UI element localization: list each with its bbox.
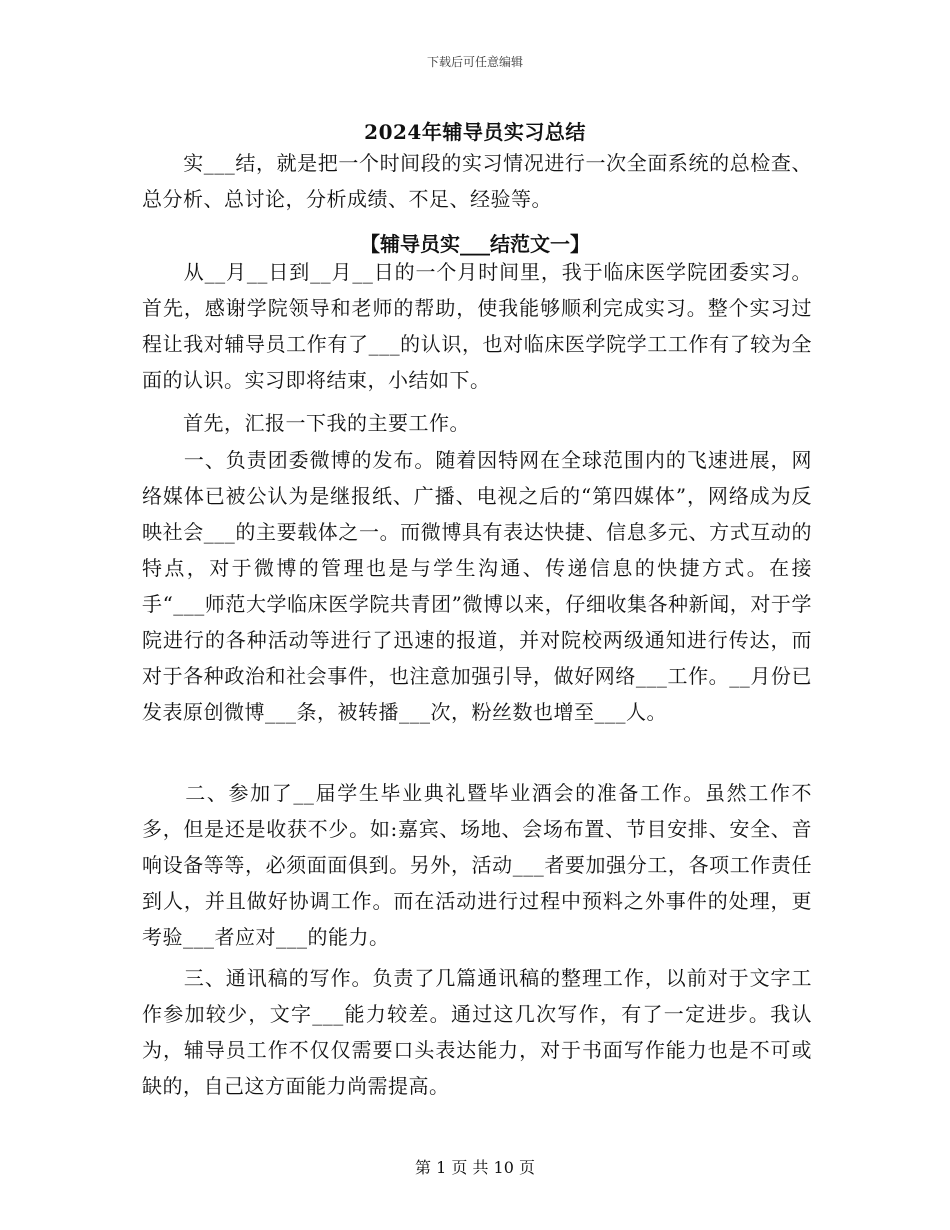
paragraph-4: 二、参加了__届学生毕业典礼暨毕业酒会的准备工作。虽然工作不多，但是还是收获不少。如:嘉宾、场地、会场布置、节目安排、安全、音响设备等等，必须面面俱到。另外，活动___者要加强分工，各项工作责任到人，并且做好协调工作。而在活动进行过程中预料之外事件的处理，更考验___者应对___的能力。: [142, 781, 812, 949]
document-title: 2024年辅导员实习总结: [364, 120, 586, 144]
paragraph-2: 首先，汇报一下我的主要工作。: [142, 411, 470, 435]
intro-paragraph: 实___结，就是把一个时间段的实习情况进行一次全面系统的总检查、总分析、总讨论，分析成绩、不足、经验等。: [142, 151, 812, 211]
page-footer: 第 1 页 共 10 页: [415, 1158, 535, 1177]
section-heading: 【辅导员实___结范文一】: [360, 232, 590, 256]
paragraph-1: 从__月__日到__月__日的一个月时间里，我于临床医学院团委实习。首先，感谢学院领导和老师的帮助，使我能够顺利完成实习。整个实习过程让我对辅导员工作有了___的认识，也对临床医学院学工工作有了较为全面的认识。实习即将结束，小结如下。: [142, 260, 812, 392]
paragraph-5: 三、通讯稿的写作。负责了几篇通讯稿的整理工作，以前对于文字工作参加较少，文字___能力较差。通过这几次写作，有了一定进步。我认为，辅导员工作不仅仅需要口头表达能力，对于书面写作能力也是不可或缺的，自己这方面能力尚需提高。: [142, 966, 812, 1098]
paragraph-3: 一、负责团委微博的发布。随着因特网在全球范围内的飞速进展，网络媒体已被公认为是继报纸、广播、电视之后的“第四媒体”，网络成为反映社会___的主要载体之一。而微博具有表达快捷、信息多元、方式互动的特点，对于微博的管理也是与学生沟通、传递信息的快捷方式。在接手“___师范大学临床医学院共青团”微博以来，仔细收集各种新闻，对于学院进行的各种活动等进行了迅速的报道，并对院校两级通知进行传达，而对于各种政治和社会事件，也注意加强引导，做好网络___工作。__月份已发表原创微博___条，被转播___次，粉丝数也增至___人。: [142, 448, 812, 724]
header-note: 下载后可任意编辑: [426, 55, 523, 69]
